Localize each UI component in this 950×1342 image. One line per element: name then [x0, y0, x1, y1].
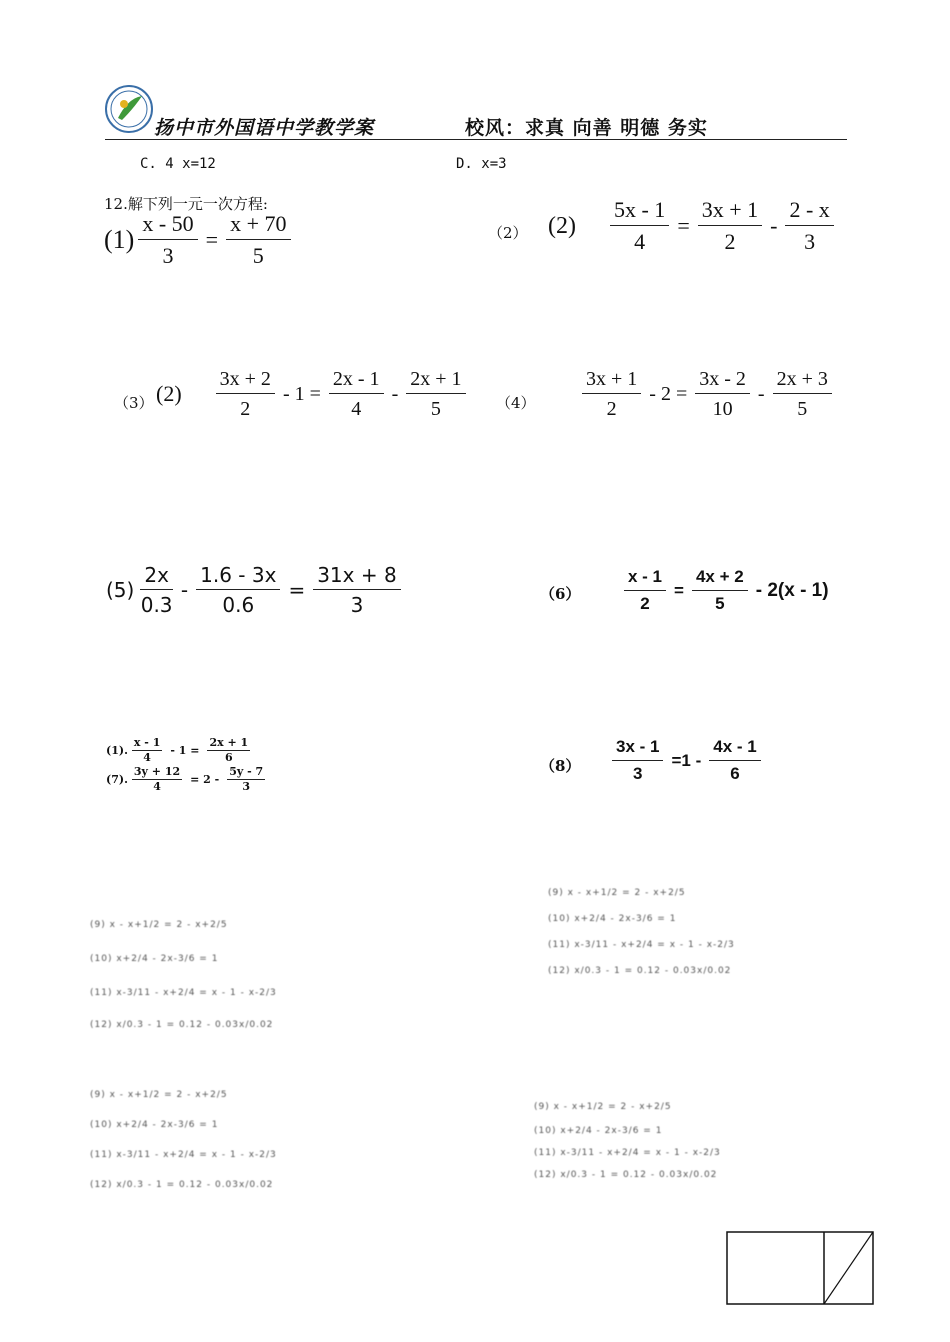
denominator: 3	[162, 243, 174, 269]
fraction	[140, 564, 173, 616]
fraction	[226, 212, 290, 268]
numerator: 2x + 3	[773, 368, 832, 394]
equation-2-label: （2）	[488, 224, 528, 242]
denominator: 4	[351, 398, 362, 420]
numerator: 2x + 1	[207, 737, 250, 751]
school-motto: 校风：求真 向善 明德 务实	[465, 117, 708, 139]
faded-eq-right2-1: (9) x - x+1/2 = 2 - x+2/5	[534, 1102, 672, 1112]
fraction	[132, 766, 182, 793]
fraction	[406, 368, 465, 420]
fraction	[227, 766, 265, 793]
numerator: x - 50	[138, 212, 197, 240]
denominator: 3	[804, 229, 816, 255]
denominator: 5	[797, 398, 808, 420]
equals-sign: =	[677, 213, 690, 239]
denominator: 0.3	[140, 593, 173, 617]
fraction	[773, 368, 832, 420]
denominator: 6	[730, 763, 740, 783]
denominator: 2	[724, 229, 736, 255]
faded-eq-right1-2: (10) x+2/4 - 2x-3/6 = 1	[548, 914, 677, 924]
equation-8-label: （8）	[540, 757, 581, 775]
faded-eq-right1-1: (9) x - x+1/2 = 2 - x+2/5	[548, 888, 686, 898]
minus-sign: -	[757, 382, 765, 405]
numerator: 31x + 8	[313, 564, 400, 590]
equation-5-label: (5)	[106, 578, 135, 602]
faded-eq-left2-1: (9) x - x+1/2 = 2 - x+2/5	[90, 1090, 228, 1100]
fraction	[709, 738, 760, 783]
faded-eq-right2-3: (11) x-3/11 - x+2/4 = x - 1 - x-2/3	[534, 1148, 721, 1158]
numerator: 4x - 1	[709, 738, 760, 761]
equation-1-label: (1)	[104, 225, 135, 255]
fraction	[610, 198, 669, 254]
minus-sign: -	[180, 578, 189, 602]
header-divider	[105, 139, 847, 140]
numerator: 3x + 1	[582, 368, 641, 394]
minus-two-equals: - 2 =	[649, 382, 688, 405]
equation-7a	[106, 737, 254, 764]
numerator: 2 - x	[785, 198, 833, 226]
equation-3-label: （3）	[114, 394, 154, 412]
equation-6	[620, 568, 833, 613]
option-d: D. x=3	[456, 156, 507, 172]
denominator: 2	[640, 593, 650, 613]
faded-eq-right1-4: (12) x/0.3 - 1 = 0.12 - 0.03x/0.02	[548, 966, 732, 976]
faded-eq-left1-1: (9) x - x+1/2 = 2 - x+2/5	[90, 920, 228, 930]
numerator: 1.6 - 3x	[196, 564, 280, 590]
numerator: x - 1	[624, 568, 666, 591]
fraction	[785, 198, 833, 254]
numerator: x + 70	[226, 212, 290, 240]
numerator: 3x - 1	[612, 738, 663, 761]
fraction	[692, 568, 748, 613]
denominator: 5	[715, 593, 725, 613]
denominator: 0.6	[222, 593, 255, 617]
fraction	[216, 368, 275, 420]
numerator: 5y - 7	[227, 766, 265, 780]
option-c: C. 4 x=12	[140, 156, 216, 172]
minus-sign: -	[391, 382, 399, 405]
faded-eq-right2-2: (10) x+2/4 - 2x-3/6 = 1	[534, 1126, 663, 1136]
fraction	[695, 368, 750, 420]
denominator: 5	[252, 243, 264, 269]
numerator: 2x + 1	[406, 368, 465, 394]
grading-box	[726, 1231, 874, 1305]
fraction	[207, 737, 250, 764]
numerator: 5x - 1	[610, 198, 669, 226]
faded-eq-left2-3: (11) x-3/11 - x+2/4 = x - 1 - x-2/3	[90, 1150, 277, 1160]
numerator: 3x + 1	[698, 198, 762, 226]
equation-4	[578, 368, 836, 420]
faded-eq-right2-4: (12) x/0.3 - 1 = 0.12 - 0.03x/0.02	[534, 1170, 718, 1180]
equation-5	[106, 564, 405, 616]
faded-eq-left2-4: (12) x/0.3 - 1 = 0.12 - 0.03x/0.02	[90, 1180, 274, 1190]
faded-eq-left1-4: (12) x/0.3 - 1 = 0.12 - 0.03x/0.02	[90, 1020, 274, 1030]
equation-8	[608, 738, 765, 783]
equation-7b	[106, 766, 269, 793]
equation-2	[548, 198, 838, 254]
fraction	[313, 564, 400, 616]
fraction	[329, 368, 384, 420]
fraction	[582, 368, 641, 420]
equation-4-label: （4）	[496, 394, 536, 412]
equals-sign: =	[205, 227, 219, 253]
equation-3-sublabel: (2)	[156, 381, 182, 406]
equals-sign: =	[674, 580, 684, 600]
fraction	[698, 198, 762, 254]
faded-eq-left1-3: (11) x-3/11 - x+2/4 = x - 1 - x-2/3	[90, 988, 277, 998]
equation-6-tail: - 2(x - 1)	[755, 579, 829, 601]
faded-eq-left1-2: (10) x+2/4 - 2x-3/6 = 1	[90, 954, 219, 964]
faded-eq-left2-2: (10) x+2/4 - 2x-3/6 = 1	[90, 1120, 219, 1130]
equals-two-minus: = 2 -	[190, 773, 220, 787]
denominator: 2	[606, 398, 617, 420]
minus-one-equals: - 1 =	[170, 744, 200, 758]
equation-2-sublabel: (2)	[548, 212, 576, 239]
numerator: 4x + 2	[692, 568, 748, 591]
denominator: 5	[430, 398, 441, 420]
fraction	[132, 737, 162, 764]
fraction	[196, 564, 280, 616]
denominator: 10	[712, 398, 733, 420]
denominator: 3	[350, 593, 364, 617]
equation-3	[156, 368, 470, 420]
numerator: 2x	[140, 564, 173, 590]
equation-6-label: （6）	[540, 585, 581, 603]
school-name: 扬中市外国语中学教学案	[154, 117, 375, 139]
numerator: 3x - 2	[695, 368, 750, 394]
question-title: 12.解下列一元一次方程:	[104, 195, 268, 213]
denominator: 3	[633, 763, 643, 783]
denominator: 4	[143, 751, 151, 765]
denominator: 6	[225, 751, 233, 765]
fraction	[138, 212, 197, 268]
school-logo	[104, 84, 154, 134]
equation-7a-label: (1).	[106, 744, 128, 758]
numerator: 3y + 12	[132, 766, 182, 780]
denominator: 4	[153, 780, 161, 794]
numerator: 2x - 1	[329, 368, 384, 394]
denominator: 2	[240, 398, 251, 420]
numerator: x - 1	[132, 737, 162, 751]
minus-sign: -	[770, 213, 778, 239]
denominator: 3	[242, 780, 251, 794]
fraction	[624, 568, 666, 613]
equation-1	[104, 212, 295, 268]
equals-one-minus: =1 -	[671, 750, 702, 770]
faded-eq-right1-3: (11) x-3/11 - x+2/4 = x - 1 - x-2/3	[548, 940, 735, 950]
denominator: 4	[634, 229, 646, 255]
minus-one-equals: - 1 =	[282, 382, 321, 405]
numerator: 3x + 2	[216, 368, 275, 394]
equals-sign: =	[288, 578, 306, 602]
fraction	[612, 738, 663, 783]
equation-7b-label: (7).	[106, 773, 128, 787]
